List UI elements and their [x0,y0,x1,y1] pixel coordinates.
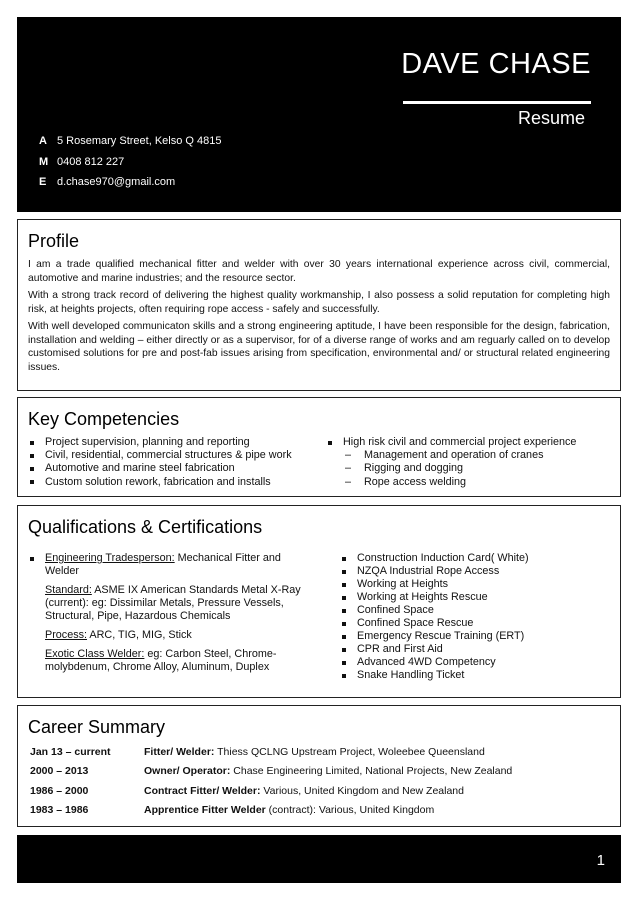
list-item [342,643,610,656]
contact-value: d.chase970@gmail.com [57,176,176,188]
list-item-text: Emergency Rescue Training (ERT) [357,630,525,642]
qualification-exotic [45,648,310,674]
career-role: Contract Fitter/ Welder: [144,784,261,797]
list-item-text: Rope access welding [364,475,467,488]
list-item-text: High risk civil and commercial project experience [343,436,577,448]
sub-list-item [328,476,610,489]
square-bullet-icon [342,661,346,665]
competencies-section [17,397,621,497]
qualification-label: Standard: [45,584,92,596]
list-item [342,591,610,604]
career-role: Apprentice Fitter Welder [144,803,266,816]
career-detail: Thiess QCLNG Upstream Project, Woleebee Queensland [214,746,485,758]
contact-email [39,172,221,193]
competencies-left [28,436,312,489]
career-detail: Chase Engineering Limited, National Projects, New Zealand [230,765,513,778]
sub-list-item [328,462,610,475]
qualification-text: ASME IX American Standards Metal X-Ray (current): eg: Dissimilar Metals, Pressure Vessels, Structural, Pipe, Hazardous Chemicals [45,584,301,622]
contact-address [39,131,221,152]
list-item-text: CPR and First Aid [357,643,443,655]
contact-value: 0408 812 227 [57,155,125,168]
sub-list-item [328,449,610,462]
dash-bullet-icon: – [345,449,352,462]
qualification-label: Process: [45,629,88,641]
name-underline [403,101,591,104]
qualification-text: eg: Carbon Steel, Chrome-molybdenum, Chrome Alloy, Aluminum, Duplex [45,648,277,673]
section-title: Key Competencies [28,409,180,429]
competencies-columns [28,436,610,489]
candidate-name: DAVE CHASE [401,48,591,80]
list-item-text: Custom solution rework, fabrication and installs [45,475,271,488]
list-item-text: Project supervision, planning and reporting [45,436,250,448]
list-item [342,656,610,669]
career-detail: (contract): Various, United Kingdom [265,803,435,816]
list-item-text: Working at Heights [357,578,449,590]
list-item [342,578,610,591]
list-item-text: Automotive and marine steel fabrication [45,462,235,475]
profile-section [17,219,621,391]
contact-key: A [39,135,47,147]
career-section [17,705,621,827]
career-text [144,804,434,816]
qualification-text: ARC, TIG, MIG, Stick [87,629,192,641]
list-item [342,617,610,630]
section-title: Profile [28,231,80,251]
list-item [342,552,610,565]
qualification-trade [45,552,310,578]
list-item-text: Management and operation of cranes [364,449,544,462]
list-item-text: Rigging and dogging [364,462,464,475]
list-item-text: Snake Handling Ticket [357,669,465,681]
page-footer [17,835,621,883]
career-text [144,785,464,797]
qualification-label: Exotic Class Welder: [45,648,145,660]
career-row [28,804,610,816]
career-text [144,746,485,758]
list-item-text: Construction Induction Card( White) [357,552,529,564]
square-bullet-icon [342,674,346,678]
qualification-process [45,629,310,642]
page-number: 1 [596,852,605,869]
contact-value: 5 Rosemary Street, Kelso Q 4815 [57,135,222,147]
list-item [342,565,610,578]
list-item [30,476,312,489]
career-date: 1983 – 1986 [30,803,89,816]
section-title: Career Summary [28,717,166,737]
qualification-label: Engineering Tradesperson: [45,552,175,564]
career-date: Jan 13 – current [30,746,111,758]
profile-paragraph: I am a trade qualified mechanical fitter and welder with over 30 years international experience across civil, commercial, automotive and marine industries; and the resource sector. [28,259,610,284]
square-bullet-icon [30,557,34,561]
qualification-text: Mechanical Fitter and Welder [45,552,281,577]
competencies-right [312,436,610,489]
career-detail: Various, United Kingdom and New Zealand [260,784,464,797]
square-bullet-icon [342,648,346,652]
document-type: Resume [517,108,585,128]
contact-details [39,131,221,193]
section-title: Qualifications & Certifications [28,517,263,537]
career-row [28,785,610,797]
profile-paragraph: With a strong track record of delivering the highest quality workmanship, I also possess a solid reputation for completing high risk, at heights projects, often requiring rope access - safely and successfully. [28,290,610,315]
square-bullet-icon [342,583,346,587]
career-row [28,765,610,777]
list-item-text: Confined Space Rescue [357,617,474,629]
list-item [342,669,610,682]
career-date: 1986 – 2000 [30,784,89,797]
list-item [342,604,610,617]
contact-mobile [39,152,221,173]
list-item-text: Working at Heights Rescue [357,591,488,603]
profile-paragraph: With well developed communicaton skills and a strong engineering aptitude, I have been responsible for the design, fabrication, installation and welding – either directly or as a supervisor, for of a diverse range of works and am reguarly called on to develop customised solutions for pre and post-fab issues arising from specification, environmental and/ or structural related engineering issues. [28,321,610,373]
qualifications-section [17,505,621,698]
square-bullet-icon [328,441,332,445]
qualification-standard [45,584,310,623]
square-bullet-icon [342,622,346,626]
list-item [30,462,312,475]
list-item-text: Advanced 4WD Competency [357,656,496,668]
square-bullet-icon [30,480,34,484]
qualifications-columns [28,552,610,682]
square-bullet-icon [342,609,346,613]
square-bullet-icon [30,454,34,458]
dash-bullet-icon: – [345,462,352,475]
list-item [328,436,610,449]
list-item [30,449,312,462]
square-bullet-icon [342,596,346,600]
qualifications-left [28,552,310,682]
career-text [144,765,512,777]
list-item [30,552,310,680]
list-item [342,630,610,643]
career-date: 2000 – 2013 [30,765,89,778]
list-item-text: Confined Space [357,604,434,616]
square-bullet-icon [342,557,346,561]
contact-key: M [39,155,49,168]
square-bullet-icon [342,570,346,574]
career-role: Owner/ Operator: [144,765,231,778]
career-row [28,746,610,758]
resume-header [17,17,621,212]
square-bullet-icon [30,441,34,445]
list-item-text: Civil, residential, commercial structures & pipe work [45,449,292,462]
qualification-body [45,552,310,680]
qualifications-right [310,552,610,682]
list-item [30,436,312,449]
career-role: Fitter/ Welder: [144,746,215,758]
contact-key: E [39,176,47,188]
dash-bullet-icon: – [345,475,352,488]
square-bullet-icon [30,467,34,471]
list-item-text: NZQA Industrial Rope Access [357,565,500,577]
square-bullet-icon [342,635,346,639]
